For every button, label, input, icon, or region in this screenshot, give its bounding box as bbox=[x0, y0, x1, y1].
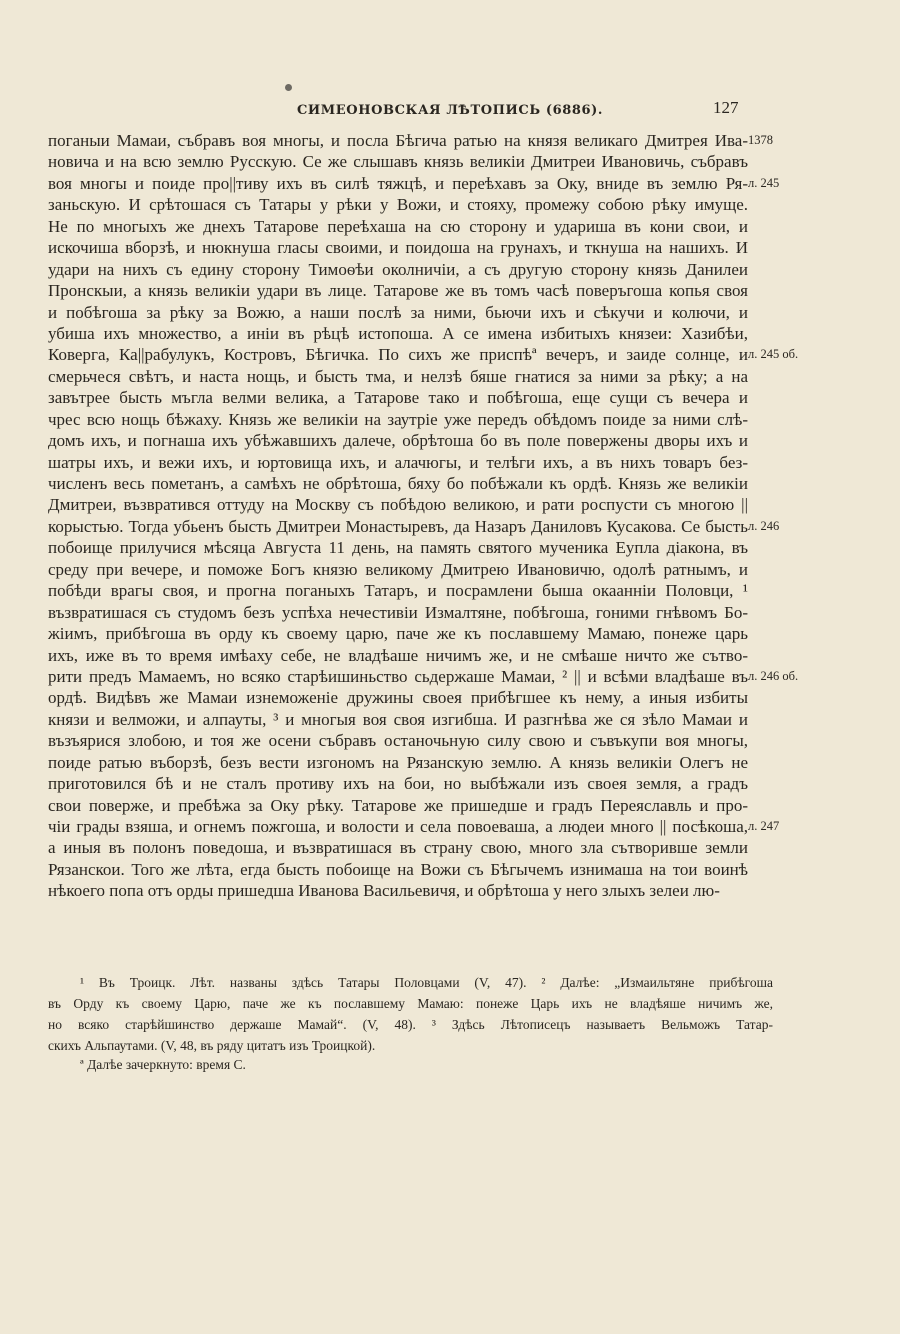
text-line-content: воя многы и поиде про||тиву ихъ въ силѣ тяжцѣ, и переѣхавъ за Оку, вниде въ землю Ря- bbox=[48, 173, 748, 193]
text-line bbox=[48, 709, 748, 730]
margin-note: 1378 bbox=[748, 133, 773, 147]
text-line-content: князи и велможи, и алпауты, ³ и многыя воя своя изгибша. И разгнѣва же ся зѣло Мамаи и bbox=[48, 709, 748, 729]
text-line-content: побѣди врагы своя, и прогна поганыхъ Татаръ, и посрамлени быша окаанніи Половци, ¹ bbox=[48, 581, 748, 601]
text-line bbox=[48, 151, 748, 172]
text-line bbox=[48, 280, 748, 301]
text-line-content: искочиша вборзѣ, и нюкнуша гласы своими, и поидоша на грунахъ, и ткнуша на нашихъ. И bbox=[48, 238, 748, 258]
text-line bbox=[48, 559, 748, 580]
text-line-content: възвратишася съ студомъ безъ успѣха нечестивіи Измалтяне, побѣгоша, гоними гнѣвомъ Бо- bbox=[48, 602, 748, 622]
text-line bbox=[48, 687, 748, 708]
text-line bbox=[48, 387, 748, 408]
text-line bbox=[48, 730, 748, 751]
text-line bbox=[48, 859, 748, 880]
text-line-content: среду при вечере, и поможе Богъ князю великому Дмитрею Ивановичю, одолѣ ратнымъ, и bbox=[48, 559, 748, 579]
text-line-content: удари на нихъ съ едину сторону Тимоѳѣи околничіи, а съ другую сторону князь Данилеи bbox=[48, 259, 748, 279]
text-line-content: Не по многыхъ же днехъ Татарове переѣхаша на сю сторону и удариша въ кони свои, и bbox=[48, 216, 748, 236]
running-header-title: СИМЕОНОВСКАЯ ЛѢТОПИСЬ (6886). bbox=[296, 103, 604, 118]
text-line-content: шатры ихъ, и вежи ихъ, и юртовища ихъ, и алачюгы, и телѣги ихъ, а въ нихъ товаръ без- bbox=[48, 452, 748, 472]
text-line-content: численъ весь пометанъ, а самѣхъ не обрѣтоша, бяху бо побѣжали къ ордѣ. Князь же великіи bbox=[48, 474, 748, 493]
text-line bbox=[48, 259, 748, 280]
text-line bbox=[48, 645, 748, 666]
text-line-content: поиде ратью въборзѣ, безъ вести изгономъ на Рязанскую землю. А князь великіи Олегъ не bbox=[48, 752, 748, 772]
text-line bbox=[48, 216, 748, 237]
text-line-content: Дмитреи, възвратився оттуду на Москву съ побѣдою великою, и рати роспусти съ многою || bbox=[48, 495, 748, 515]
footnote-line: но всяко старѣйшинство держаше Мамай“. (V, 48). ³ Здѣсь Лѣтописецъ называетъ Вельможъ Татар- bbox=[48, 1017, 773, 1032]
text-line bbox=[48, 452, 748, 473]
text-line bbox=[48, 173, 780, 194]
text-line-content: Пронскыи, а князь великіи удари въ лице. Татарове же въ томъ часѣ поверъгоша копья своя bbox=[48, 281, 748, 301]
text-line-content: свои поверже, и пребѣжа за Оку рѣку. Татарове же пришедше и градъ Переяславль и про- bbox=[48, 795, 748, 815]
text-line-content: чіи грады взяша, и огнемъ пожгоша, и волости и села повоеваша, а людеи много || посѣкоша, bbox=[48, 817, 748, 836]
margin-note: л. 246 bbox=[748, 518, 780, 533]
text-line bbox=[48, 752, 748, 773]
text-line bbox=[48, 130, 773, 151]
text-line-content: чрес всю нощь бѣжаху. Князь же великіи на заутріе уже передъ обѣдомъ поиде за ними слѣ- bbox=[48, 409, 748, 429]
text-line-content: убиша ихъ множество, а иніи въ рѣцѣ истопоша. А се имена избитыхъ князеи: Хазибѣи, bbox=[48, 323, 748, 343]
text-line-content: приготовился бѣ и не сталъ противу ихъ на бои, но выбѣжали изъ своея земля, а градъ bbox=[48, 774, 748, 794]
text-line-content: домъ ихъ, и погнаша ихъ убѣжавшихъ далече, обрѣтоша бо въ поле повержены дворы ихъ и bbox=[48, 431, 748, 451]
text-line-content: смерьчеся свѣтъ, и наста нощь, и бысть тма, и нелзѣ бяше гнатися за ними за рѣку; а на bbox=[48, 366, 748, 386]
text-line bbox=[48, 494, 748, 515]
text-line bbox=[48, 430, 748, 451]
text-line-content: и побѣгоша за рѣку за Вожю, а наши послѣ за ними, бьючи ихъ и сѣкучи и колючи, и bbox=[48, 302, 748, 322]
text-line bbox=[48, 795, 748, 816]
text-line-content: поганыи Мамаи, събравъ воя многы, и посла Бѣгича ратью на князя великаго Дмитрея Ива- bbox=[48, 131, 748, 150]
text-line-content: а иныя въ полонъ поведоша, и възвратишася въ страну свою, много зла сътворивше земли bbox=[48, 838, 748, 858]
page-number: 127 bbox=[713, 98, 739, 117]
text-line-content: заньскую. И срѣтошася съ Татары у рѣки у Вожи, и стояху, промежу собою рѣку имуще. bbox=[48, 195, 748, 215]
text-line bbox=[48, 237, 748, 258]
text-line-content: Рязанскои. Того же лѣта, егда бысть побоище на Вожи съ Бѣгычемъ изнимаша на тои воинѣ bbox=[48, 859, 748, 879]
text-line bbox=[48, 602, 748, 623]
editor-note: ª Далѣе зачеркнуто: время С. bbox=[80, 1057, 246, 1072]
margin-note: л. 245 bbox=[748, 175, 780, 190]
text-line bbox=[48, 409, 748, 430]
text-line bbox=[48, 880, 748, 901]
ink-spot bbox=[285, 84, 292, 91]
text-line-content: ордѣ. Видѣвъ же Мамаи изнеможеніе дружины своея прибѣгшее къ нему, а иныя избиты bbox=[48, 688, 748, 708]
margin-note: л. 245 об. bbox=[748, 347, 799, 362]
chronicle-text bbox=[48, 130, 799, 902]
text-line-content: жіимъ, прибѣгоша въ орду къ своему царю, паче же къ пославшему Мамаю, понеже царь bbox=[48, 624, 748, 644]
text-line bbox=[48, 537, 748, 558]
text-line-content: новича и на всю землю Русскую. Се же слышавъ князь великіи Дмитреи Ивановичь, събравъ bbox=[48, 152, 748, 172]
text-line bbox=[48, 323, 748, 344]
text-line bbox=[48, 344, 799, 365]
text-line-content: Коверга, Ка||рабулукъ, Костровъ, Бѣгичка. По сихъ же приспѣª вечеръ, и заиде солнце, и bbox=[48, 345, 748, 365]
text-line-content: побоище прилучися мѣсяца Августа 11 день, на память святого мученика Еупла діакона, въ bbox=[48, 538, 748, 558]
text-line bbox=[48, 366, 748, 387]
margin-note: л. 247 bbox=[748, 819, 780, 833]
text-line-content: завътрее бысть мъгла велми велика, а Татарове тако и побѣгоша, еще сущи съ вечера и bbox=[48, 388, 748, 408]
margin-note: л. 246 об. bbox=[748, 668, 799, 683]
footnote-line: ¹ Въ Троицк. Лѣт. названы здѣсь Татары Половцами (V, 47). ² Далѣе: „Измаильтяне прибѣгоша bbox=[80, 975, 773, 990]
text-line-content: корыстью. Тогда убьенъ бысть Дмитреи Монастыревъ, да Назаръ Даниловъ Кусакова. Се бысть bbox=[48, 516, 748, 536]
text-line bbox=[48, 302, 748, 323]
text-line bbox=[48, 816, 780, 837]
text-line-content: ихъ, иже въ то время имѣаху себе, не владѣаше ничимъ же, и не смѣаше ничто же сътво- bbox=[48, 645, 748, 665]
text-line bbox=[48, 194, 748, 215]
text-line bbox=[48, 666, 799, 687]
text-line bbox=[48, 623, 748, 644]
text-line-content: нѣкоего попа отъ орды пришедша Иванова Васильевичя, и обрѣтоша у него злыхъ зелеи лю- bbox=[48, 881, 720, 901]
text-line bbox=[48, 580, 748, 601]
text-line bbox=[48, 773, 748, 794]
text-line bbox=[48, 516, 780, 537]
footnotes bbox=[48, 972, 773, 1056]
text-line bbox=[48, 837, 748, 858]
footnote-line: скихъ Альпаутами. (V, 48, въ ряду цитатъ изъ Троицкой). bbox=[48, 1038, 376, 1053]
text-line-content: възъярися злобою, и тоя же осени събравъ останочьную силу свою и съвъкупи воя многы, bbox=[48, 731, 748, 751]
text-line-content: рити предъ Мамаемъ, но всяко старѣишиньство сьдержаше Мамаи, ² || и всѣми владѣаше въ bbox=[48, 666, 748, 686]
text-line bbox=[48, 473, 748, 494]
footnote-line: въ Орду къ своему Царю, паче же къ пославшему Мамаю: понеже Царь ихъ не владѣяше ничимъ же, bbox=[48, 996, 773, 1011]
